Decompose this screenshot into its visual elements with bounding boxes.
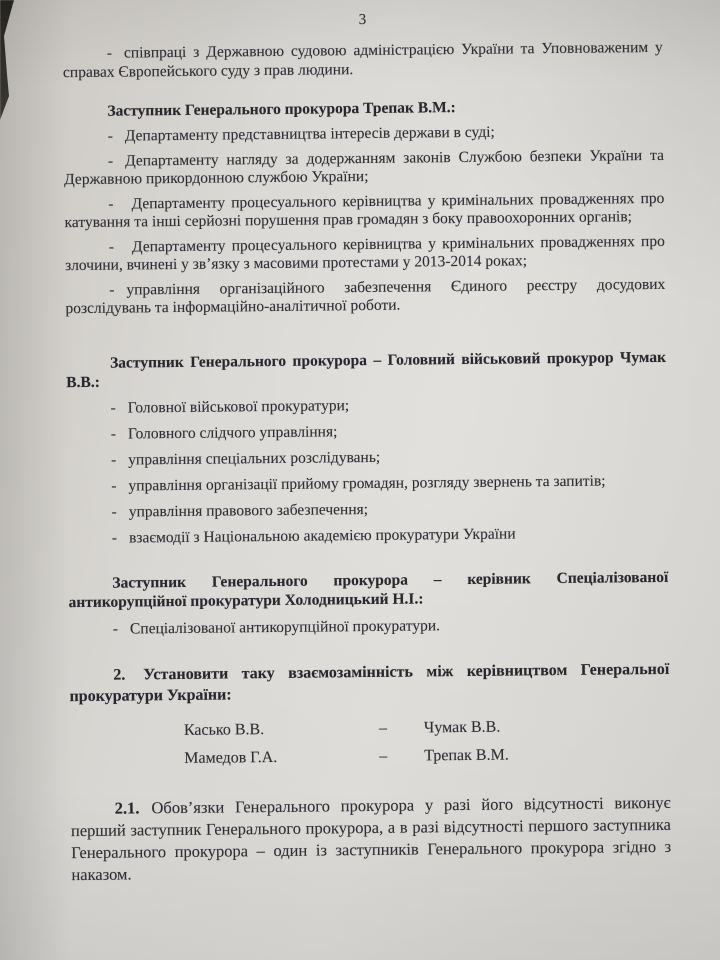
substitution-table — [70, 715, 670, 770]
list-item: - взаємодії з Національною академією прокуратури України — [111, 525, 516, 547]
list-item: - Департаменту представництва інтересів держави в суді; — [107, 123, 495, 145]
substitution-row — [70, 715, 670, 742]
section-heading-chumak: Заступник Генерального прокурора – Головний військовий прокурор Чумак В.В.: — [66, 348, 667, 392]
document-content — [62, 3, 671, 886]
bullet-dash: - — [108, 238, 115, 256]
bullet-dash: - — [111, 503, 117, 521]
list-item: - Головної військової прокуратури; — [110, 397, 350, 417]
list-item: - управління організаційного забезпечення Єдиного реєстру досудових розслідувань та інформаційно-аналітичної роботи. — [65, 275, 666, 318]
bullet-dash: - — [109, 281, 115, 299]
clause-number: 2. — [113, 666, 126, 684]
bullet-dash: - — [107, 152, 114, 170]
photo-dark-corner — [0, 0, 16, 120]
substitution-left: Касько В.В. — [183, 721, 265, 739]
list-item: - Департаменту процесуального керівництва у кримінальних провадженнях про катування та інші серйозні порушення прав громадян з боку правоохоронних органів; — [64, 189, 665, 232]
substitution-right: Чумак В.В. — [423, 718, 501, 737]
bullet-dash: - — [110, 451, 117, 469]
clause-2-1: 2.1. Обов’язки Генерального прокурора у разі його відсутності виконує перший заступник Генерального прокурора, а в разі відсутності першого заступника Генерального прокурора – один із заступників Генерального прокурора згідно з наказом. — [70, 792, 672, 885]
list-item: - управління правового забезпечення; — [111, 500, 369, 521]
substitution-left: Мамедов Г.А. — [184, 748, 278, 767]
substitution-row — [70, 743, 670, 770]
bullet-dash: - — [111, 529, 118, 547]
substitution-dash: – — [378, 719, 387, 737]
list-item: - управління організації прийому громадян, розгляду звернень та запитів; — [111, 472, 606, 495]
list-item: - Спеціалізованої антикорупційної прокуратури. — [112, 617, 441, 638]
bullet-dash: - — [112, 620, 119, 638]
bullet-dash: - — [110, 425, 117, 443]
list-item: - Департаменту процесуального керівництва у кримінальних провадженнях про злочини, вчинені у зв’язку з масовими протестами у 2013-2014 роках; — [64, 232, 665, 275]
section-heading-trepak: Заступник Генерального прокурора Трепак В.М.: — [107, 99, 456, 120]
bullet-dash: - — [106, 44, 113, 62]
intro-continuation-item — [63, 38, 663, 82]
list-item: - Головного слідчого управління; — [110, 423, 338, 443]
section-heading-kholodnytskyi: Заступник Генерального прокурора – керівник Спеціалізованої антикорупційної прокуратури Холодницький Н.І.: — [68, 568, 669, 612]
page-number: 3 — [358, 11, 367, 29]
substitution-right: Трепак В.М. — [424, 746, 509, 765]
bullet-dash: - — [108, 195, 114, 213]
bullet-dash: - — [110, 399, 116, 417]
intro-text: співпраці з Державною судовою адміністрацією України та Уповноваженим у справах Європейського суду з прав людини. — [62, 38, 663, 82]
clause-2: 2. Установити таку взаємозамінність між керівництвом Генеральної прокуратури України: — [69, 660, 670, 706]
list-item: - Департаменту нагляду за додержанням законів Службою безпеки України та Державною прикордонною службою України; — [64, 146, 664, 189]
bullet-dash: - — [107, 127, 113, 145]
list-item: - управління спеціальних розслідувань; — [110, 448, 381, 469]
bullet-dash: - — [111, 477, 117, 495]
clause-number: 2.1. — [114, 798, 140, 818]
substitution-dash: – — [379, 747, 388, 765]
